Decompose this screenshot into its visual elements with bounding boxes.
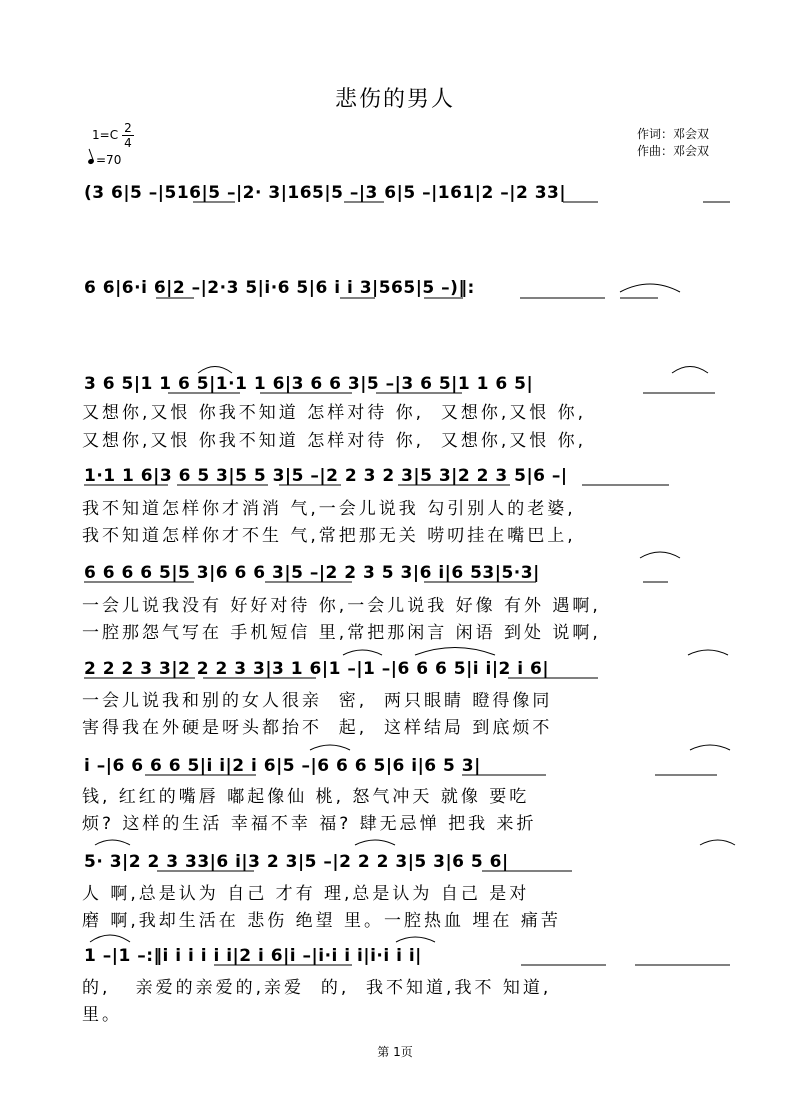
lyricist: 作词：邓会双 [637, 127, 710, 141]
lyric-line-verse-2: 里。 [82, 1005, 122, 1025]
notation-line: 5· 3|2 2 3 33|6 i|3 2 3|5 –|2 2 2 3|5 3|6 5 6| [84, 852, 509, 872]
lyric-line-verse-2: 磨 啊,我却生活在 悲伤 绝望 里。一腔热血 埋在 痛苦 [82, 911, 561, 931]
time-signature-bottom: 4 [124, 136, 132, 150]
lyric-line-verse-1: 的, 亲爱的亲爱的,亲爱 的, 我不知道,我不 知道, [82, 978, 552, 998]
time-signature-top: 2 [124, 121, 132, 135]
lyric-line-verse-1: 又想你,又恨 你我不知道 怎样对待 你, 又想你,又恨 你, [82, 403, 587, 423]
tempo-value: =70 [96, 153, 122, 167]
lyric-line-verse-2: 一腔那怨气写在 手机短信 里,常把那闲言 闲语 到处 说啊, [82, 623, 601, 643]
notation-line: i –|6 6 6 6 5|i i|2 i 6|5 –|6 6 6 5|6 i|6 5 3| [84, 756, 481, 776]
notation-line: 1·1 1 6|3 6 5 3|5 5 3|5 –|2 2 3 2 3|5 3|2 2 3 5|6 –| [84, 466, 568, 486]
composer: 作曲：邓会双 [637, 144, 710, 158]
lyric-line-verse-1: 人 啊,总是认为 自己 才有 理,总是认为 自己 是对 [82, 884, 530, 904]
lyric-line-verse-1: 钱, 红红的嘴唇 嘟起像仙 桃, 怒气冲天 就像 要吃 [82, 787, 530, 807]
lyric-line-verse-2: 又想你,又恨 你我不知道 怎样对待 你, 又想你,又恨 你, [82, 431, 587, 451]
song-title: 悲伤的男人 [334, 87, 455, 112]
lyric-line-verse-1: 我不知道怎样你才消消 气,一会儿说我 勾引别人的老婆, [82, 499, 576, 519]
lyric-line-verse-2: 烦? 这样的生活 幸福不幸 福? 肆无忌惮 把我 来折 [82, 814, 537, 834]
notation-line: 1 –|1 –:‖i i i i i i|2 i 6|i –|i·i i i|i·i i i| [84, 946, 422, 966]
lyric-line-verse-1: 一会儿说我和别的女人很亲 密, 两只眼睛 瞪得像同 [82, 691, 553, 711]
notation-line: (3 6|5 –|516|5 –|2· 3|165|5 –|3 6|5 –|161|2 –|2 33| [84, 183, 567, 203]
notation-line: 6 6 6 6 5|5 3|6 6 6 3|5 –|2 2 3 5 3|6 i|6 53|5·3| [84, 563, 540, 583]
lyric-line-verse-2: 我不知道怎样你才不生 气,常把那无关 唠叨挂在嘴巴上, [82, 526, 576, 546]
notation-line: 2 2 2 3 3|2 2 2 3 3|3 1 6|1 –|1 –|6 6 6 5|i i|2 i 6| [84, 659, 550, 679]
lyric-line-verse-1: 一会儿说我没有 好好对待 你,一会儿说我 好像 有外 遇啊, [82, 596, 601, 616]
key-signature: 1=C [92, 128, 119, 142]
page-number: 第 1页 [377, 1045, 413, 1059]
lyric-line-verse-2: 害得我在外硬是呀头都抬不 起, 这样结局 到底烦不 [82, 718, 553, 738]
notation-line: 3 6 5|1 1 6 5|1·1 1 6|3 6 6 3|5 –|3 6 5|1 1 6 5| [84, 374, 534, 394]
notation-line: 6 6|6·i 6|2 –|2·3 5|i·6 5|6 i i 3|565|5 –)‖: [84, 278, 475, 298]
